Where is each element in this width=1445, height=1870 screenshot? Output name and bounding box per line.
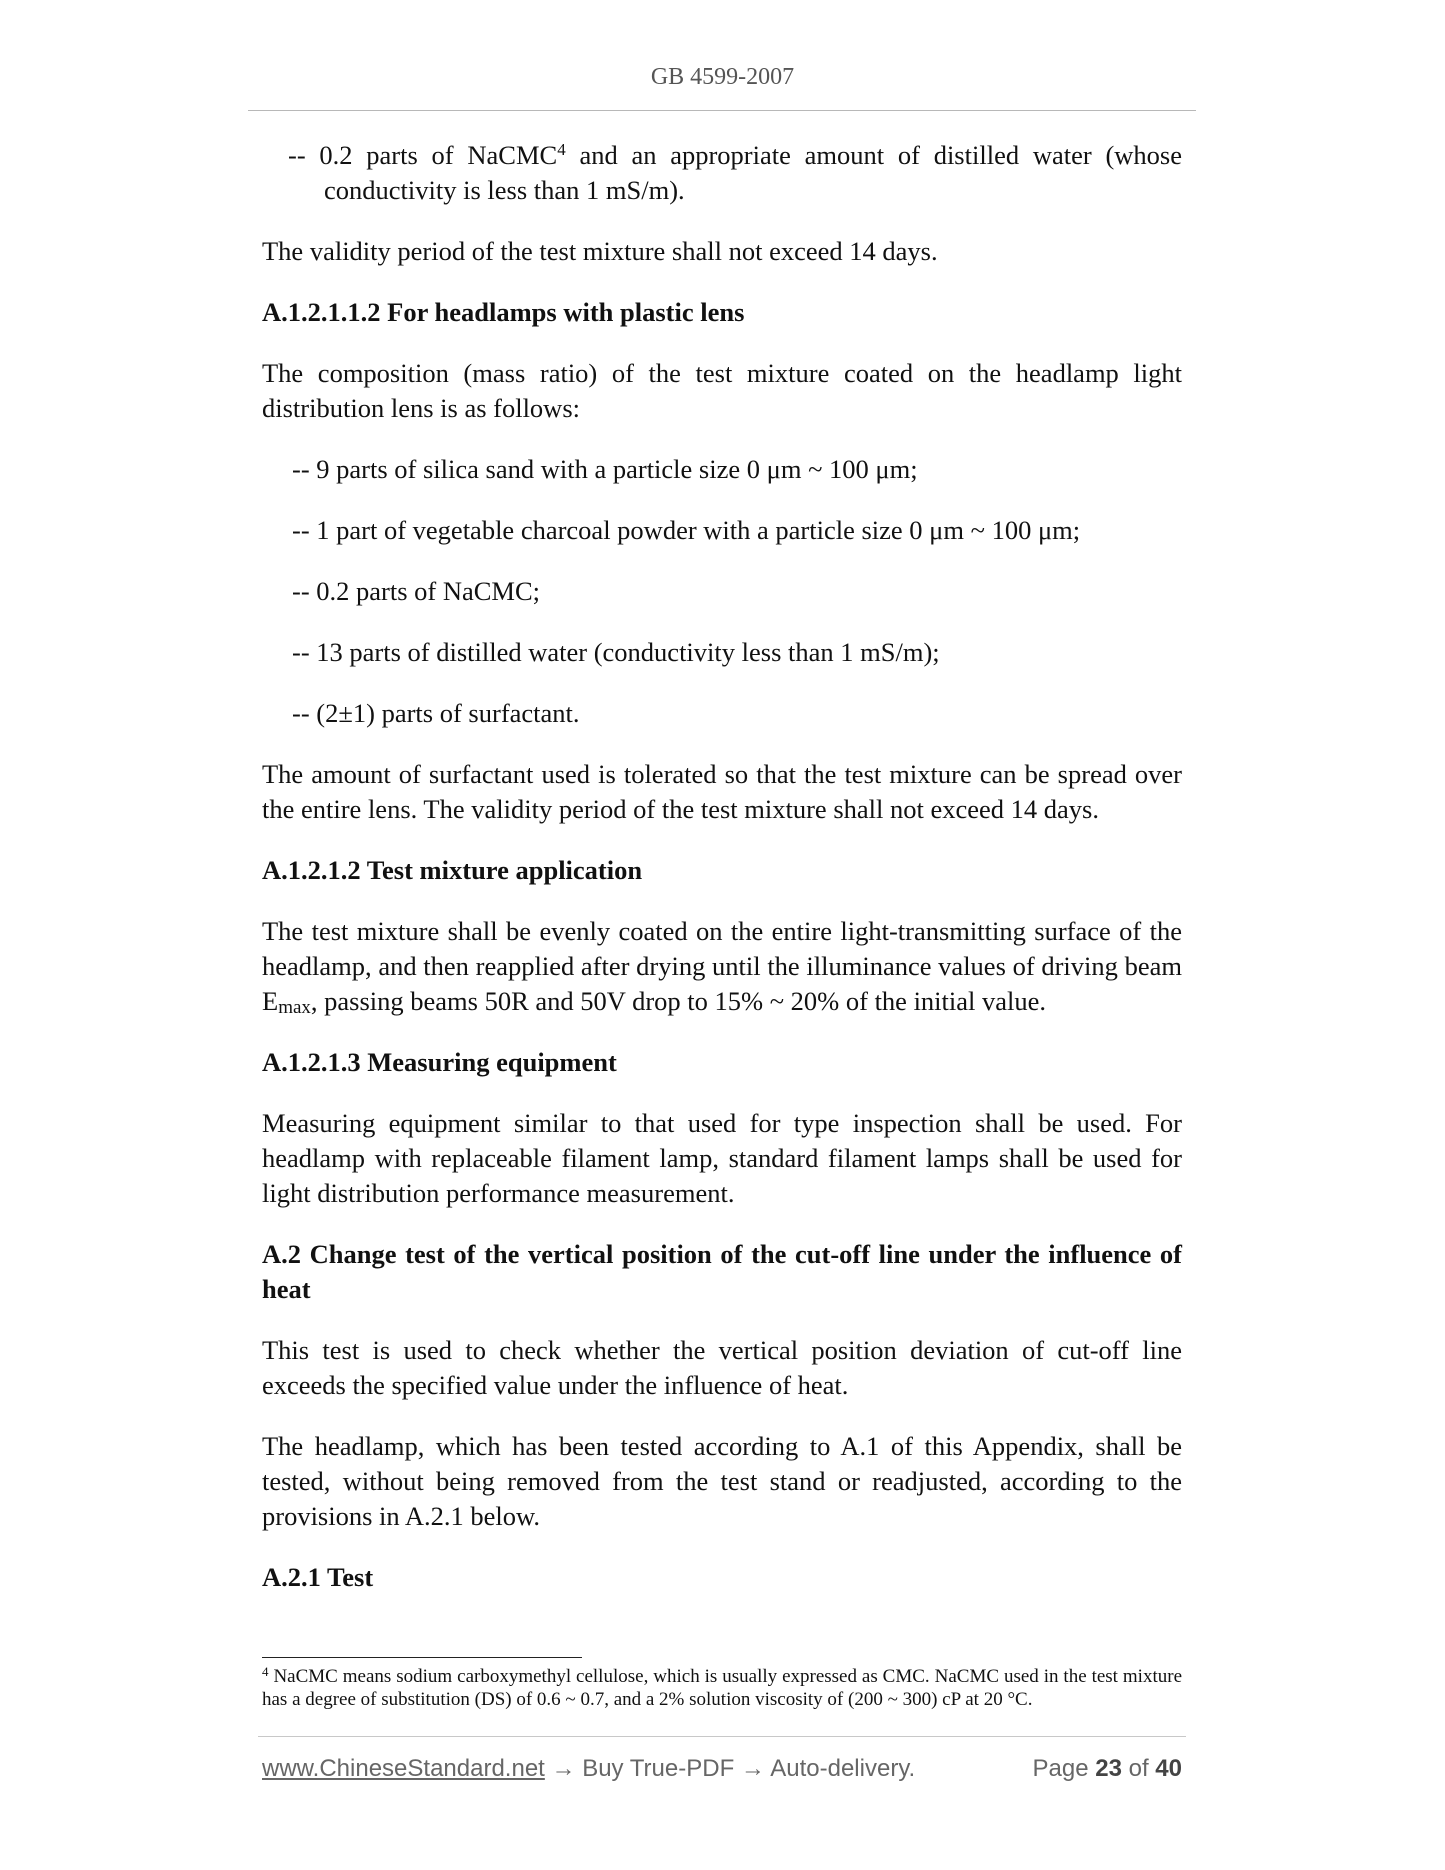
arrow-right-icon: → — [544, 1755, 583, 1782]
section-heading-cutoff: A.2 Change test of the vertical position of the cut-off line under the influence of heat — [262, 1239, 1182, 1304]
section-heading-measuring: A.1.2.1.3 Measuring equipment — [262, 1047, 617, 1077]
footnote — [262, 1665, 1182, 1711]
of-label: of — [1128, 1755, 1149, 1782]
paragraph-application — [262, 914, 1182, 1019]
paragraph-validity: The validity period of the test mixture shall not exceed 14 days. — [262, 236, 938, 266]
footer-divider — [258, 1736, 1186, 1737]
page-number — [1033, 1755, 1183, 1783]
buy-pdf-text: Buy True-PDF — [582, 1755, 735, 1782]
section-heading-test: A.2.1 Test — [262, 1562, 374, 1592]
arrow-right-icon: → — [734, 1755, 771, 1782]
footnote-marker: 4 — [262, 1664, 269, 1679]
section-heading-application: A.1.2.1.2 Test mixture application — [262, 855, 643, 885]
document-body — [262, 138, 1182, 1621]
footnote-divider — [262, 1657, 582, 1658]
section-heading-plastic-lens: A.1.2.1.1.2 For headlamps with plastic lens — [262, 297, 745, 327]
paragraph-text-continued: , passing beams 50R and 50V drop to 15% ~ 20% of the initial value. — [310, 986, 1047, 1016]
list-item-charcoal: -- 1 part of vegetable charcoal powder with a particle size 0 μm ~ 100 μm; — [292, 515, 1081, 545]
page-label: Page — [1032, 1755, 1089, 1782]
total-pages: 40 — [1155, 1755, 1182, 1782]
list-item-nacmc — [262, 138, 1182, 208]
paragraph-surfactant: The amount of surfactant used is tolerated so that the test mixture can be spread over the entire lens. The validity period of the test mixture shall not exceed 14 days. — [262, 759, 1182, 824]
paragraph-headlamp: The headlamp, which has been tested according to A.1 of this Appendix, shall be tested, without being removed from the test stand or readjusted, according to the provisions in A.2.1 below. — [262, 1431, 1182, 1531]
paragraph-check: This test is used to check whether the vertical position deviation of cut-off line exceeds the specified value under the influence of heat. — [262, 1335, 1182, 1400]
footnote-reference[interactable]: 4 — [557, 140, 566, 159]
list-item-text: -- 0.2 parts of NaCMC — [288, 140, 558, 170]
auto-delivery-text: Auto-delivery. — [770, 1755, 916, 1782]
website-link[interactable]: www.ChineseStandard.net — [262, 1755, 545, 1782]
current-page: 23 — [1095, 1755, 1122, 1782]
header-divider — [248, 110, 1196, 111]
list-item-silica: -- 9 parts of silica sand with a particle size 0 μm ~ 100 μm; — [292, 454, 918, 484]
list-item-surfactant: -- (2±1) parts of surfactant. — [292, 698, 580, 728]
subscript-max: max — [278, 997, 311, 1018]
footer-promo — [262, 1755, 915, 1783]
paragraph-composition: The composition (mass ratio) of the test mixture coated on the headlamp light distribution lens is as follows: — [262, 358, 1182, 423]
paragraph-text: The test mixture shall be evenly coated on the entire light-transmitting surface of the headlamp, and then reapplied after drying until the illuminance values of driving beam E — [262, 916, 1182, 1016]
page-header: GB 4599-2007 — [650, 64, 795, 90]
list-item-text-continued: and an appropriate amount of distilled water (whose conductivity is less than 1 mS/m). — [324, 140, 1182, 205]
page-footer — [262, 1755, 1182, 1789]
paragraph-measuring: Measuring equipment similar to that used for type inspection shall be used. For headlamp with replaceable filament lamp, standard filament lamps shall be used for light distribution performance measurement. — [262, 1108, 1182, 1208]
list-item-nacmc-parts: -- 0.2 parts of NaCMC; — [292, 576, 541, 606]
list-item-water: -- 13 parts of distilled water (conductivity less than 1 mS/m); — [292, 637, 940, 667]
footnote-text: NaCMC means sodium carboxymethyl cellulose, which is usually expressed as CMC. NaCMC used in the test mixture has a degree of substitution (DS) of 0.6 ~ 0.7, and a 2% solution viscosity of (200 ~ 300) cP at 20 °C. — [262, 1666, 1182, 1710]
